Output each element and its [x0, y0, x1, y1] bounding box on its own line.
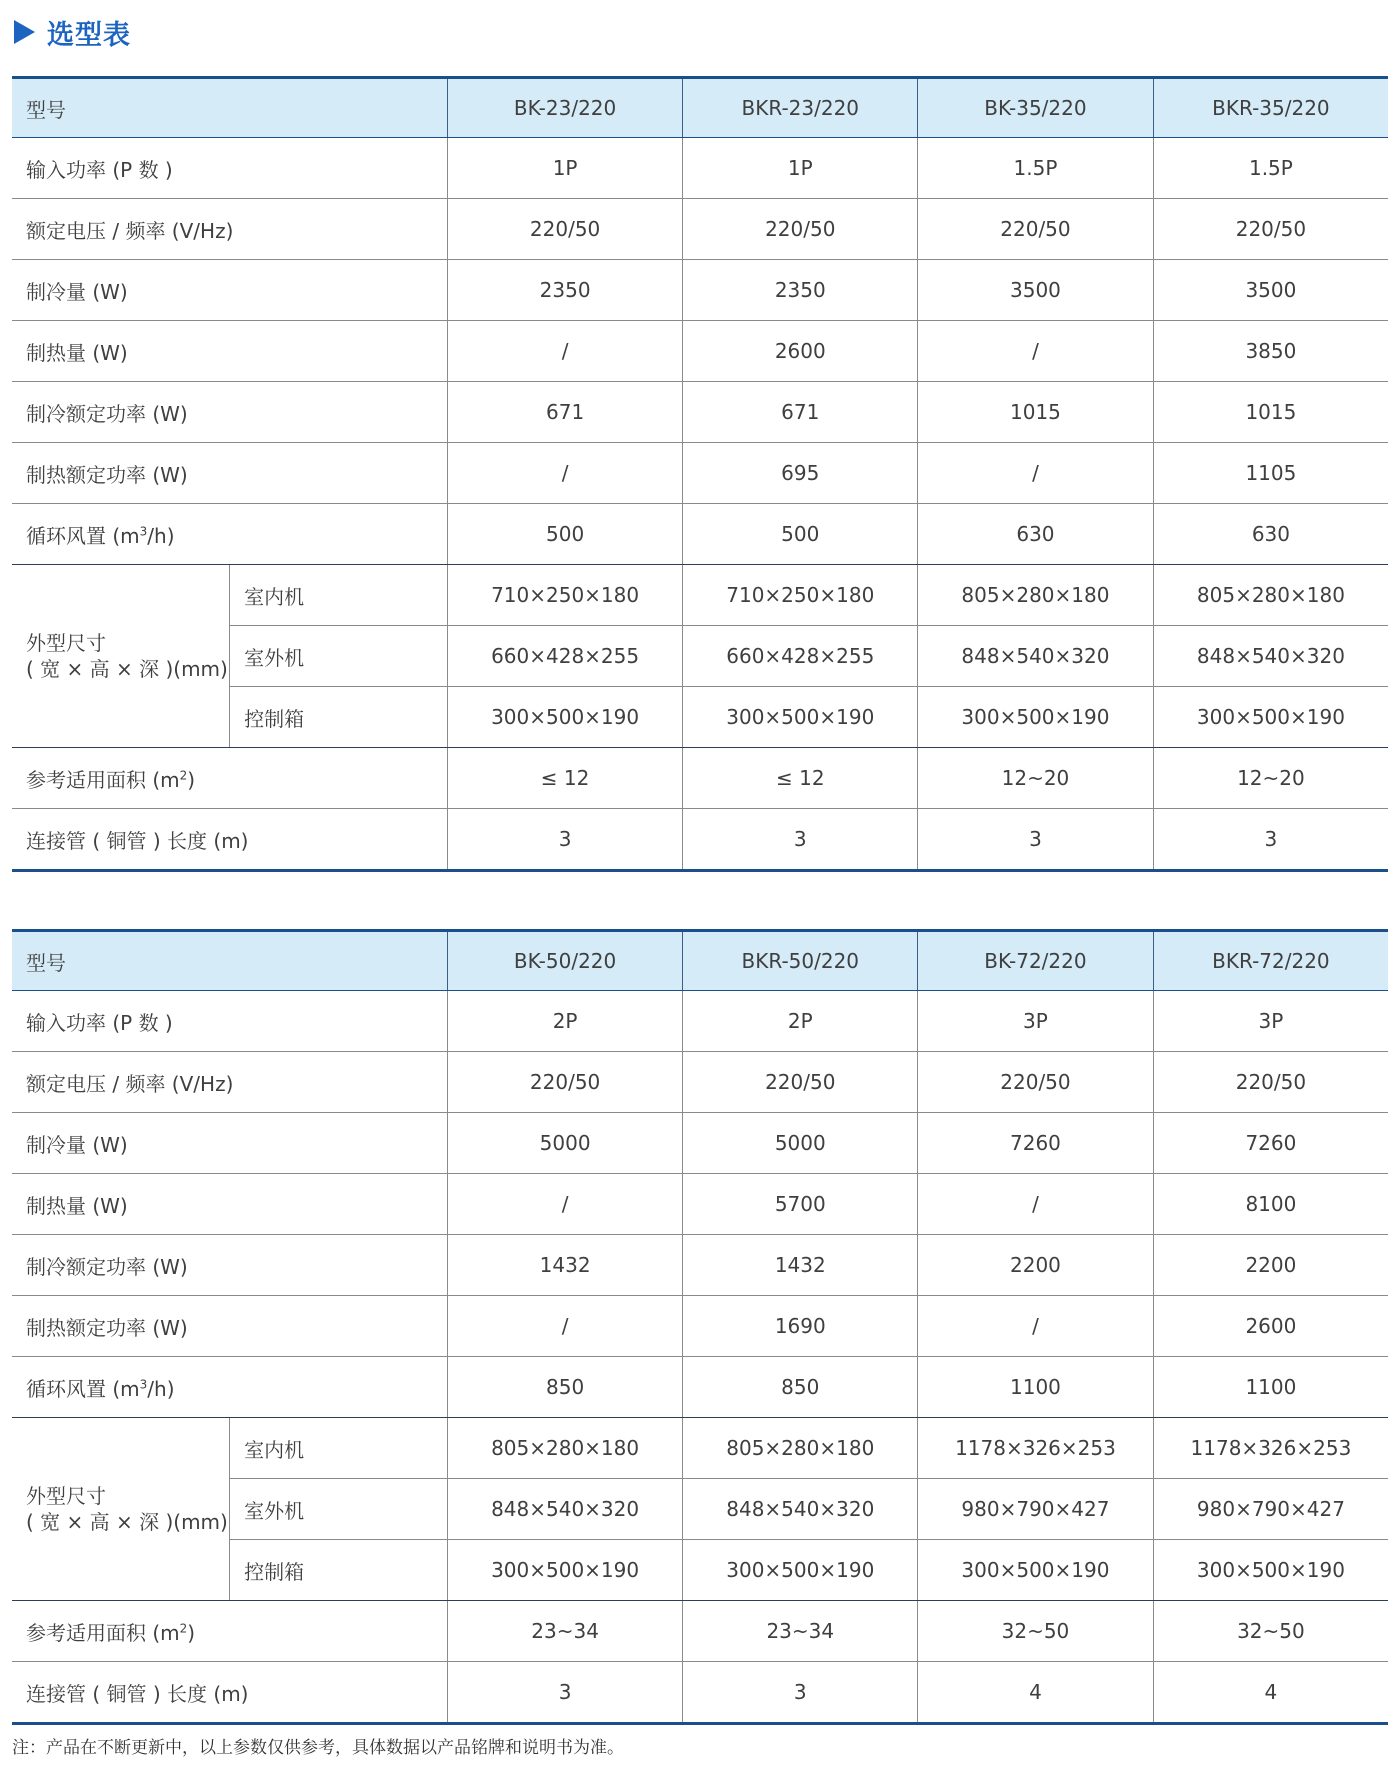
value-cell: 300×500×190	[683, 1540, 918, 1601]
value-cell: 2350	[683, 260, 918, 321]
spec-row	[12, 991, 1388, 1052]
value-cell: 710×250×180	[683, 565, 918, 626]
value-cell: 1690	[683, 1296, 918, 1357]
unit-superscript: 3	[139, 523, 148, 538]
value-cell: 1P	[683, 138, 918, 199]
row-label: 制热额定功率 (W)	[12, 1296, 447, 1357]
value-cell: 5700	[683, 1174, 918, 1235]
value-cell: 12~20	[918, 748, 1154, 809]
row-label-unit-end: )	[187, 1620, 196, 1645]
value-cell: 850	[683, 1357, 918, 1418]
value-cell: 220/50	[918, 199, 1154, 260]
dimension-label-line1: 外型尺寸	[26, 1484, 106, 1508]
spec-row	[12, 1113, 1388, 1174]
spec-row	[12, 138, 1388, 199]
dimension-sub-label: 室内机	[230, 1418, 448, 1479]
value-cell: 630	[1153, 504, 1388, 565]
value-cell: ≤ 12	[447, 748, 683, 809]
spec-row	[12, 382, 1388, 443]
value-cell: 2200	[1153, 1235, 1388, 1296]
value-cell: /	[447, 1174, 683, 1235]
value-cell: /	[918, 1296, 1154, 1357]
model-name-cell: BK-72/220	[918, 931, 1154, 991]
value-cell: 300×500×190	[918, 687, 1154, 748]
row-label: 制冷额定功率 (W)	[12, 1235, 447, 1296]
row-label-text: 循环风置 (m	[26, 1376, 140, 1401]
spec-row	[12, 1662, 1388, 1724]
value-cell: 805×280×180	[447, 1418, 683, 1479]
value-cell: /	[447, 1296, 683, 1357]
value-cell: 1.5P	[918, 138, 1154, 199]
value-cell: 7260	[918, 1113, 1154, 1174]
value-cell: 3	[918, 809, 1154, 871]
value-cell: 2600	[1153, 1296, 1388, 1357]
model-name-cell: BK-50/220	[447, 931, 683, 991]
value-cell: 2600	[683, 321, 918, 382]
row-label: 制热量 (W)	[12, 1174, 447, 1235]
dimension-sub-label: 室外机	[230, 1479, 448, 1540]
value-cell: 4	[918, 1662, 1154, 1724]
value-cell: 32~50	[1153, 1601, 1388, 1662]
value-cell: 23~34	[447, 1601, 683, 1662]
value-cell: 12~20	[1153, 748, 1388, 809]
value-cell: 3	[683, 809, 918, 871]
row-label	[12, 504, 447, 565]
value-cell: 220/50	[683, 1052, 918, 1113]
model-name-cell: BK-35/220	[918, 78, 1154, 138]
value-cell: 3	[447, 1662, 683, 1724]
value-cell: 3	[1153, 809, 1388, 871]
model-name-cell: BK-23/220	[447, 78, 683, 138]
value-cell: 848×540×320	[918, 626, 1154, 687]
value-cell: /	[447, 321, 683, 382]
value-cell: 500	[447, 504, 683, 565]
value-cell: 3500	[918, 260, 1154, 321]
value-cell: 1.5P	[1153, 138, 1388, 199]
value-cell: 850	[447, 1357, 683, 1418]
value-cell: 500	[683, 504, 918, 565]
header-row	[12, 931, 1388, 991]
row-label-text: 循环风置 (m	[26, 523, 140, 548]
row-label-text: 参考适用面积 (m	[26, 767, 180, 792]
value-cell: 1100	[1153, 1357, 1388, 1418]
spec-table-2	[12, 929, 1388, 1725]
row-label: 制冷量 (W)	[12, 1113, 447, 1174]
value-cell: 220/50	[447, 199, 683, 260]
unit-superscript: 2	[179, 1620, 188, 1635]
value-cell: 3850	[1153, 321, 1388, 382]
value-cell: 1105	[1153, 443, 1388, 504]
value-cell: 3P	[918, 991, 1154, 1052]
spec-row	[12, 504, 1388, 565]
row-label	[12, 748, 447, 809]
value-cell: /	[447, 443, 683, 504]
value-cell: 2P	[447, 991, 683, 1052]
section-header	[14, 14, 131, 50]
value-cell: /	[918, 443, 1154, 504]
value-cell: 5000	[683, 1113, 918, 1174]
spec-row	[12, 260, 1388, 321]
value-cell: 2200	[918, 1235, 1154, 1296]
spec-row	[12, 1174, 1388, 1235]
section-title: 选型表	[47, 19, 131, 51]
row-label: 连接管 ( 铜管 ) 长度 (m)	[12, 809, 447, 871]
value-cell: 220/50	[1153, 199, 1388, 260]
value-cell: 1432	[447, 1235, 683, 1296]
spec-table-1	[12, 76, 1388, 872]
spec-row	[12, 1235, 1388, 1296]
value-cell: 3	[447, 809, 683, 871]
model-name-cell: BKR-35/220	[1153, 78, 1388, 138]
value-cell: 1432	[683, 1235, 918, 1296]
value-cell: 220/50	[683, 199, 918, 260]
value-cell: 300×500×190	[447, 1540, 683, 1601]
value-cell: 5000	[447, 1113, 683, 1174]
header-row	[12, 78, 1388, 138]
value-cell: 300×500×190	[918, 1540, 1154, 1601]
value-cell: 1015	[918, 382, 1154, 443]
row-label: 制热额定功率 (W)	[12, 443, 447, 504]
spec-row	[12, 199, 1388, 260]
value-cell: 300×500×190	[683, 687, 918, 748]
unit-superscript: 2	[179, 767, 188, 782]
spec-row	[12, 1296, 1388, 1357]
value-cell: 805×280×180	[683, 1418, 918, 1479]
dimension-label-line2: ( 宽 × 高 × 深 )(mm)	[26, 657, 228, 681]
dimension-group-label	[12, 1418, 230, 1601]
value-cell: 23~34	[683, 1601, 918, 1662]
value-cell: 980×790×427	[1153, 1479, 1388, 1540]
dimension-sub-label: 室外机	[230, 626, 448, 687]
value-cell: 7260	[1153, 1113, 1388, 1174]
row-label	[12, 1601, 447, 1662]
value-cell: 220/50	[447, 1052, 683, 1113]
dimension-sub-label: 控制箱	[230, 1540, 448, 1601]
value-cell: 220/50	[1153, 1052, 1388, 1113]
row-label-unit-end: /h)	[147, 1376, 175, 1401]
value-cell: 32~50	[918, 1601, 1154, 1662]
row-label	[12, 1357, 447, 1418]
value-cell: 1015	[1153, 382, 1388, 443]
dimension-sub-label: 室内机	[230, 565, 448, 626]
value-cell: 805×280×180	[1153, 565, 1388, 626]
value-cell: 8100	[1153, 1174, 1388, 1235]
dimension-group-label	[12, 565, 230, 748]
value-cell: 3500	[1153, 260, 1388, 321]
value-cell: 220/50	[918, 1052, 1154, 1113]
dimension-row	[12, 565, 1388, 626]
value-cell: 660×428×255	[683, 626, 918, 687]
value-cell: 1178×326×253	[1153, 1418, 1388, 1479]
value-cell: 300×500×190	[1153, 1540, 1388, 1601]
value-cell: /	[918, 1174, 1154, 1235]
dimension-label-line1: 外型尺寸	[26, 631, 106, 655]
row-label: 制热量 (W)	[12, 321, 447, 382]
value-cell: 630	[918, 504, 1154, 565]
spec-row	[12, 1357, 1388, 1418]
spec-row	[12, 809, 1388, 871]
value-cell: 4	[1153, 1662, 1388, 1724]
model-name-cell: BKR-23/220	[683, 78, 918, 138]
row-label: 额定电压 / 频率 (V/Hz)	[12, 199, 447, 260]
unit-superscript: 3	[139, 1376, 148, 1391]
value-cell: 2P	[683, 991, 918, 1052]
value-cell: 671	[683, 382, 918, 443]
value-cell: 1178×326×253	[918, 1418, 1154, 1479]
value-cell: /	[918, 321, 1154, 382]
value-cell: 3P	[1153, 991, 1388, 1052]
value-cell: 2350	[447, 260, 683, 321]
row-label: 制冷量 (W)	[12, 260, 447, 321]
value-cell: 980×790×427	[918, 1479, 1154, 1540]
dimension-sub-label: 控制箱	[230, 687, 448, 748]
row-label: 连接管 ( 铜管 ) 长度 (m)	[12, 1662, 447, 1724]
spec-row	[12, 748, 1388, 809]
spec-row	[12, 1601, 1388, 1662]
row-label: 输入功率 (P 数 )	[12, 138, 447, 199]
dimension-label-line2: ( 宽 × 高 × 深 )(mm)	[26, 1510, 228, 1534]
spec-row	[12, 321, 1388, 382]
value-cell: 1100	[918, 1357, 1154, 1418]
row-label-text: 参考适用面积 (m	[26, 1620, 180, 1645]
value-cell: 1P	[447, 138, 683, 199]
value-cell: 300×500×190	[1153, 687, 1388, 748]
value-cell: 660×428×255	[447, 626, 683, 687]
row-label-unit-end: /h)	[147, 523, 175, 548]
dimension-row	[12, 1418, 1388, 1479]
model-name-cell: BKR-50/220	[683, 931, 918, 991]
model-name-cell: BKR-72/220	[1153, 931, 1388, 991]
value-cell: 3	[683, 1662, 918, 1724]
value-cell: 848×540×320	[1153, 626, 1388, 687]
row-label-unit-end: )	[187, 767, 196, 792]
value-cell: 848×540×320	[683, 1479, 918, 1540]
spec-row	[12, 1052, 1388, 1113]
row-label: 制冷额定功率 (W)	[12, 382, 447, 443]
value-cell: 300×500×190	[447, 687, 683, 748]
value-cell: 695	[683, 443, 918, 504]
value-cell: 710×250×180	[447, 565, 683, 626]
row-label: 输入功率 (P 数 )	[12, 991, 447, 1052]
row-label: 额定电压 / 频率 (V/Hz)	[12, 1052, 447, 1113]
header-model-label: 型号	[12, 78, 447, 138]
header-model-label: 型号	[12, 931, 447, 991]
value-cell: 848×540×320	[447, 1479, 683, 1540]
value-cell: 671	[447, 382, 683, 443]
triangle-bullet-icon	[14, 20, 35, 44]
footnote: 注：产品在不断更新中，以上参数仅供参考，具体数据以产品铭牌和说明书为准。	[12, 1738, 624, 1758]
value-cell: 805×280×180	[918, 565, 1154, 626]
spec-row	[12, 443, 1388, 504]
value-cell: ≤ 12	[683, 748, 918, 809]
